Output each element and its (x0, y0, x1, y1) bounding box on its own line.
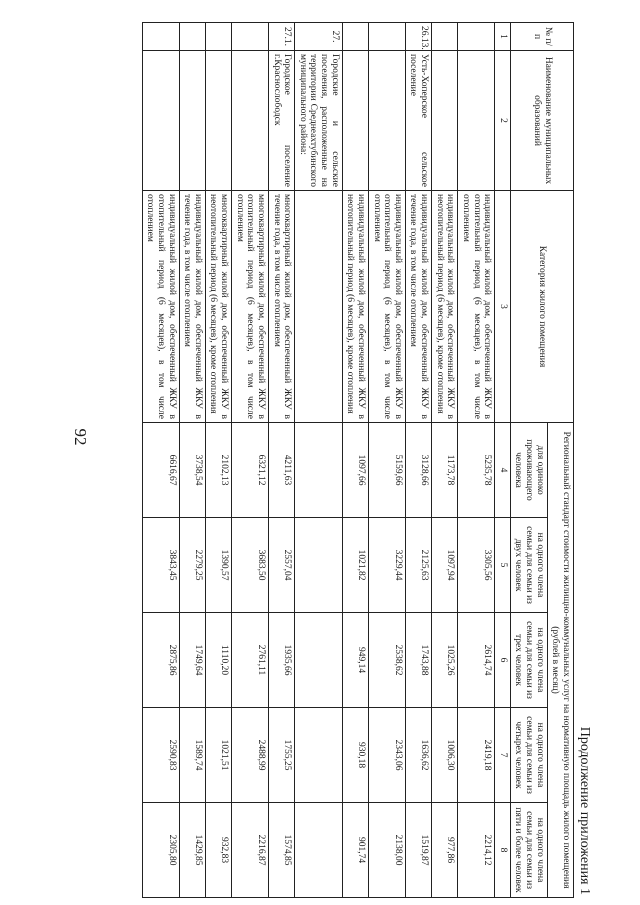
row-index: 26.13. (405, 23, 431, 51)
row-index (342, 23, 368, 51)
municipality-name: Городское поселение г.Краснослободск (269, 51, 295, 191)
housing-category: индивидуальный жилой дом, обеспеченный ЖКУ в отопительный период (6 месяцев), в том числе отоплением (142, 191, 179, 423)
cost-value: 977,86 (432, 803, 458, 898)
cost-value: 1743,88 (405, 613, 431, 708)
cost-value: 3229,44 (369, 518, 406, 613)
cost-value: 1429,85 (179, 803, 205, 898)
row-index (232, 23, 269, 51)
table-row (458, 23, 495, 898)
table-row (232, 23, 269, 898)
header-col6: на одного члена семьи для семьи из трех человек (510, 613, 547, 708)
municipality-name: Усть-Хоперское сельское поселение (405, 51, 431, 191)
cost-value: 2538,62 (369, 613, 406, 708)
cost-value: 1173,78 (432, 423, 458, 518)
header-col4: для одиноко проживающего человека (510, 423, 547, 518)
cost-value: 6321,12 (232, 423, 269, 518)
table-row (342, 23, 368, 898)
col-number: 6 (495, 613, 511, 708)
cost-value: 1021,51 (205, 708, 231, 803)
col-number: 2 (495, 51, 511, 191)
municipality-name (432, 51, 458, 191)
housing-category: индивидуальный жилой дом, обеспеченный ЖКУ в отопительный период (6 месяцев), в том числе отоплением (458, 191, 495, 423)
housing-category: индивидуальный жилой дом, обеспеченный ЖКУ в течение года, в том числе отоплением (405, 191, 431, 423)
header-numbers-row (495, 23, 511, 898)
cost-value: 2419,18 (458, 708, 495, 803)
row-index (458, 23, 495, 51)
cost-value: 2761,11 (232, 613, 269, 708)
cost-value: 1749,64 (179, 613, 205, 708)
cost-value: 2590,83 (142, 708, 179, 803)
table-row (205, 23, 231, 898)
cost-value: 2138,00 (369, 803, 406, 898)
cost-value (295, 803, 343, 898)
cost-value: 1021,82 (342, 518, 368, 613)
col-number: 3 (495, 191, 511, 423)
cost-value: 1755,25 (269, 708, 295, 803)
cost-value: 2305,80 (142, 803, 179, 898)
table-row (142, 23, 179, 898)
cost-value: 2343,06 (369, 708, 406, 803)
table-row (405, 23, 431, 898)
cost-value: 3738,54 (179, 423, 205, 518)
cost-value: 3305,56 (458, 518, 495, 613)
cost-value: 1519,87 (405, 803, 431, 898)
cost-value: 2125,63 (405, 518, 431, 613)
cost-value: 2102,13 (205, 423, 231, 518)
cost-value: 1006,30 (432, 708, 458, 803)
header-group: Региональный стандарт стоимости жилищно-коммунальных услуг на нормативную площадь жилого помещения (рублей в месяц) (547, 423, 573, 898)
tariff-table (142, 22, 574, 898)
cost-value (295, 708, 343, 803)
header-col7: на одного члена семьи для семьи из четырех человек (510, 708, 547, 803)
cost-value: 2875,86 (142, 613, 179, 708)
cost-value: 1097,66 (342, 423, 368, 518)
cost-value: 930,18 (342, 708, 368, 803)
municipality-name (342, 51, 368, 191)
municipality-name: Городские и сельские поселения, расположенные на территории Среднеахтубинского муниципального района: (295, 51, 343, 191)
cost-value: 1025,26 (432, 613, 458, 708)
table-row (432, 23, 458, 898)
row-index (369, 23, 406, 51)
cost-value: 1390,57 (205, 518, 231, 613)
cost-value: 5159,66 (369, 423, 406, 518)
continuation-title: Продолжение приложения 1 (577, 726, 592, 895)
housing-category: многоквартирный жилой дом, обеспеченный ЖКУ в неотопительный период (6 месяцев), кроме отопления (205, 191, 231, 423)
header-category: Категория жилого помещения (510, 191, 573, 423)
row-index (432, 23, 458, 51)
row-index: 27. (295, 23, 343, 51)
cost-value: 1574,85 (269, 803, 295, 898)
table-row (295, 23, 343, 898)
housing-category: индивидуальный жилой дом, обеспеченный ЖКУ в неотопительный период (6 месяцев), кроме отопления (342, 191, 368, 423)
header-col5: на одного члена семьи для семьи из двух человек (510, 518, 547, 613)
cost-value: 1589,74 (179, 708, 205, 803)
cost-value: 3843,45 (142, 518, 179, 613)
cost-value: 901,74 (342, 803, 368, 898)
municipality-name (142, 51, 179, 191)
cost-value: 4211,63 (269, 423, 295, 518)
housing-category: индивидуальный жилой дом, обеспеченный ЖКУ в неотопительный период (6 месяцев), кроме отопления (432, 191, 458, 423)
housing-category: индивидуальный жилой дом, обеспеченный ЖКУ в отопительный период (6 месяцев), в том числе отоплением (369, 191, 406, 423)
cost-value: 2279,25 (179, 518, 205, 613)
municipality-name (205, 51, 231, 191)
cost-value: 932,83 (205, 803, 231, 898)
municipality-name (369, 51, 406, 191)
cost-value: 6616,67 (142, 423, 179, 518)
housing-category: индивидуальный жилой дом, обеспеченный ЖКУ в течение года, в том числе отоплением (179, 191, 205, 423)
page-number: 92 (71, 428, 90, 446)
row-index (179, 23, 205, 51)
cost-value: 3128,66 (405, 423, 431, 518)
col-number: 8 (495, 803, 511, 898)
row-index (142, 23, 179, 51)
municipality-name (232, 51, 269, 191)
housing-category (295, 191, 343, 423)
cost-value: 2488,99 (232, 708, 269, 803)
col-number: 4 (495, 423, 511, 518)
cost-value: 2614,74 (458, 613, 495, 708)
col-number: 1 (495, 23, 511, 51)
table-row (369, 23, 406, 898)
housing-category: многоквартирный жилой дом, обеспеченный ЖКУ в течение года, в том числе отоплением (269, 191, 295, 423)
row-index: 27.1. (269, 23, 295, 51)
municipality-name (458, 51, 495, 191)
header-row-1 (547, 23, 573, 898)
cost-value: 1110,20 (205, 613, 231, 708)
header-municipality: Наименование муниципальных образований (510, 51, 573, 191)
cost-value: 2216,87 (232, 803, 269, 898)
cost-value: 1097,94 (432, 518, 458, 613)
cost-value: 3683,50 (232, 518, 269, 613)
table-row (179, 23, 205, 898)
header-num: № п/п (510, 23, 573, 51)
cost-value: 5235,78 (458, 423, 495, 518)
housing-category: многоквартирный жилой дом, обеспеченный ЖКУ в отопительный период (6 месяцев), в том числе отоплением (232, 191, 269, 423)
municipality-name (179, 51, 205, 191)
header-col8: на одного члена семьи для семьи из пяти и более человек (510, 803, 547, 898)
cost-value (295, 423, 343, 518)
table-row (269, 23, 295, 898)
cost-value (295, 613, 343, 708)
cost-value: 1935,66 (269, 613, 295, 708)
row-index (205, 23, 231, 51)
cost-value: 949,14 (342, 613, 368, 708)
table-body (142, 23, 495, 898)
cost-value: 2557,04 (269, 518, 295, 613)
cost-value: 1636,62 (405, 708, 431, 803)
cost-value (295, 518, 343, 613)
col-number: 5 (495, 518, 511, 613)
col-number: 7 (495, 708, 511, 803)
cost-value: 2214,12 (458, 803, 495, 898)
